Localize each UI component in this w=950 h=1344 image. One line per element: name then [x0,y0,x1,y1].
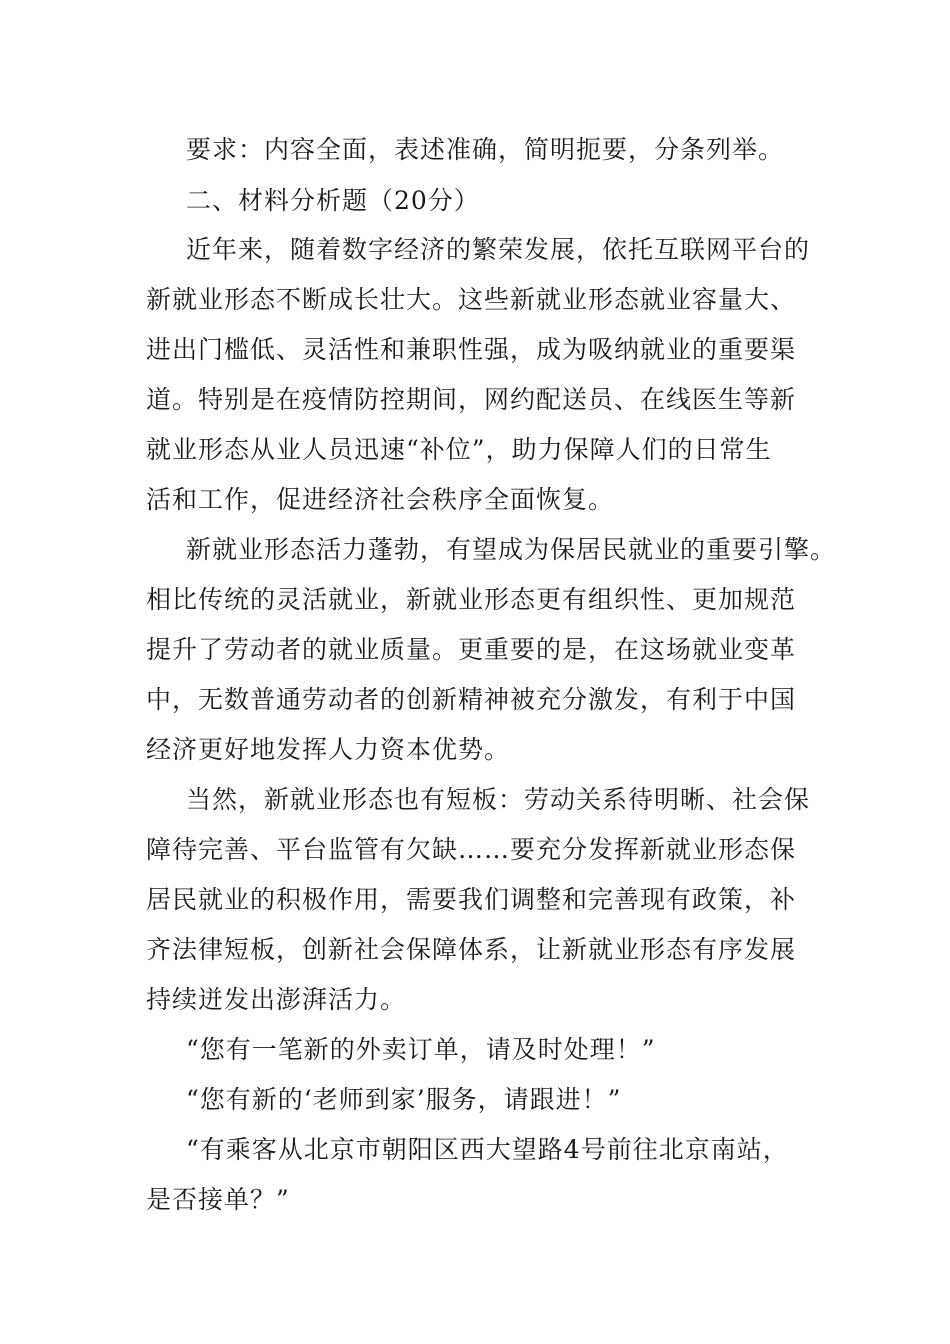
paragraph-line: 近年来，随着数字经济的繁荣发展，依托互联网平台的 [186,235,811,264]
quote-line: 是否接单？” [146,1185,290,1214]
paragraph-line: 当然，新就业形态也有短板：劳动关系待明晰、社会保 [186,785,811,814]
quote-line: “您有一笔新的外卖订单，请及时处理！” [186,1035,656,1064]
paragraph-line: 经济更好地发挥人力资本优势。 [146,735,511,764]
paragraph-line: 新就业形态不断成长壮大。这些新就业形态就业容量大、 [146,285,797,314]
paragraph-line: 道。特别是在疫情防控期间，网约配送员、在线医生等新 [146,385,797,414]
quote-line: “有乘客从北京市朝阳区西大望路4号前往北京南站， [186,1135,789,1164]
paragraph-line: 进出门槛低、灵活性和兼职性强，成为吸纳就业的重要渠 [146,335,797,364]
quote-line: “您有新的‘老师到家’服务，请跟进！” [186,1085,622,1114]
paragraph-line: 居民就业的积极作用，需要我们调整和完善现有政策，补 [146,885,797,914]
paragraph-line: 中，无数普通劳动者的创新精神被充分激发，有利于中国 [146,685,797,714]
paragraph-line: 新就业形态活力蓬勃，有望成为保居民就业的重要引擎。 [186,535,837,564]
requirement-line: 要求：内容全面，表述准确，简明扼要，分条列举。 [186,135,785,164]
section-heading: 二、材料分析题（20分） [186,186,480,215]
paragraph-line: 活和工作，促进经济社会秩序全面恢复。 [146,485,615,514]
paragraph-line: 提升了劳动者的就业质量。更重要的是，在这场就业变革 [146,635,797,664]
paragraph-line: 就业形态从业人员迅速“补位”，助力保障人们的日常生 [146,435,772,464]
paragraph-line: 障待完善、平台监管有欠缺……要充分发挥新就业形态保 [146,835,797,864]
paragraph-line: 相比传统的灵活就业，新就业形态更有组织性、更加规范 [146,585,797,614]
paragraph-line: 齐法律短板，创新社会保障体系，让新就业形态有序发展 [146,935,797,964]
paragraph-line: 持续迸发出澎湃活力。 [146,985,407,1014]
